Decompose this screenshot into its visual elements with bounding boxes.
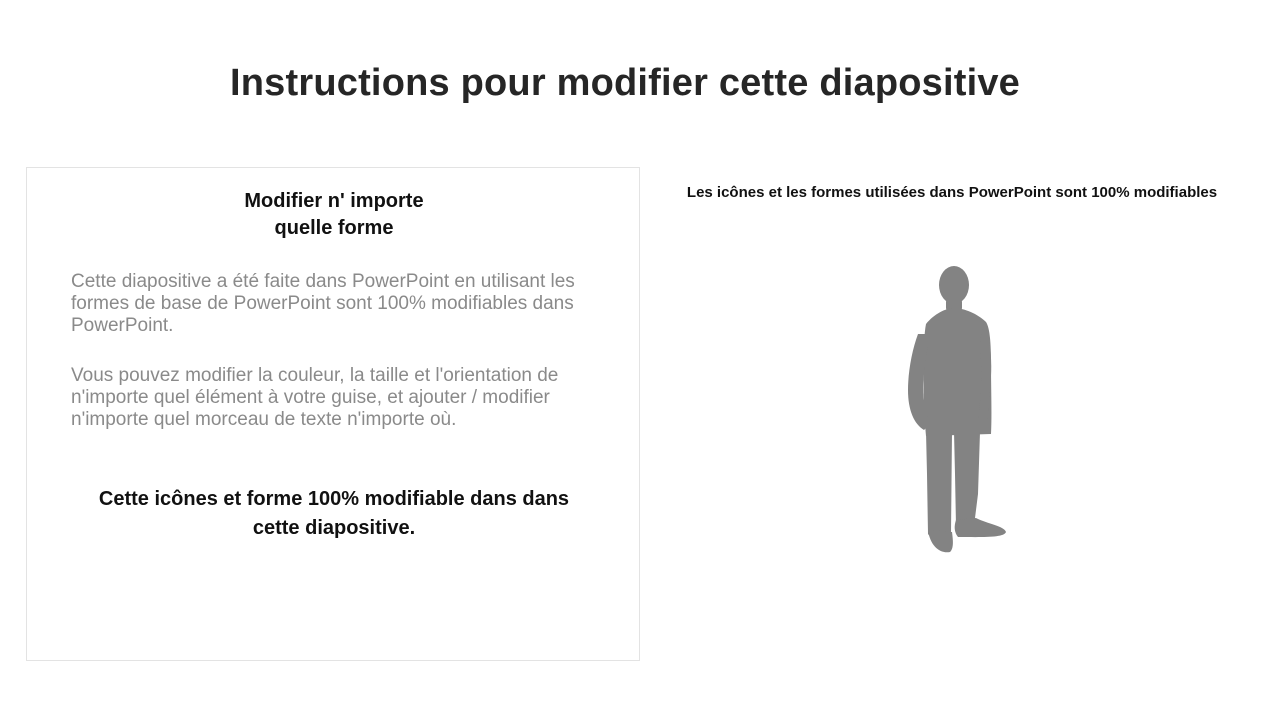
- instruction-panel: [26, 167, 640, 661]
- panel-heading: [27, 188, 641, 242]
- panel-paragraph-2: Vous pouvez modifier la couleur, la taille et l'orientation de n'importe quel élément à votre guise, et ajouter / modifier n'importe quel morceau de texte n'importe où.: [71, 365, 559, 430]
- right-caption: Les icônes et les formes utilisées dans PowerPoint sont 100% modifiables: [686, 184, 1218, 201]
- panel-footer: [67, 485, 601, 543]
- panel-heading-line-2: quelle forme: [274, 217, 394, 239]
- panel-footer-line-1: Cette icônes et forme 100% modifiable dans dans: [98, 488, 570, 510]
- slide-title: Instructions pour modifier cette diapositive: [229, 62, 1021, 104]
- panel-footer-line-2: cette diapositive.: [252, 517, 416, 539]
- panel-heading-line-1: Modifier n' importe: [244, 190, 424, 212]
- person-silhouette-icon: [896, 264, 1012, 556]
- panel-paragraph-1: Cette diapositive a été faite dans PowerPoint en utilisant les formes de base de PowerPoint sont 100% modifiables dans PowerPoint.: [71, 271, 575, 336]
